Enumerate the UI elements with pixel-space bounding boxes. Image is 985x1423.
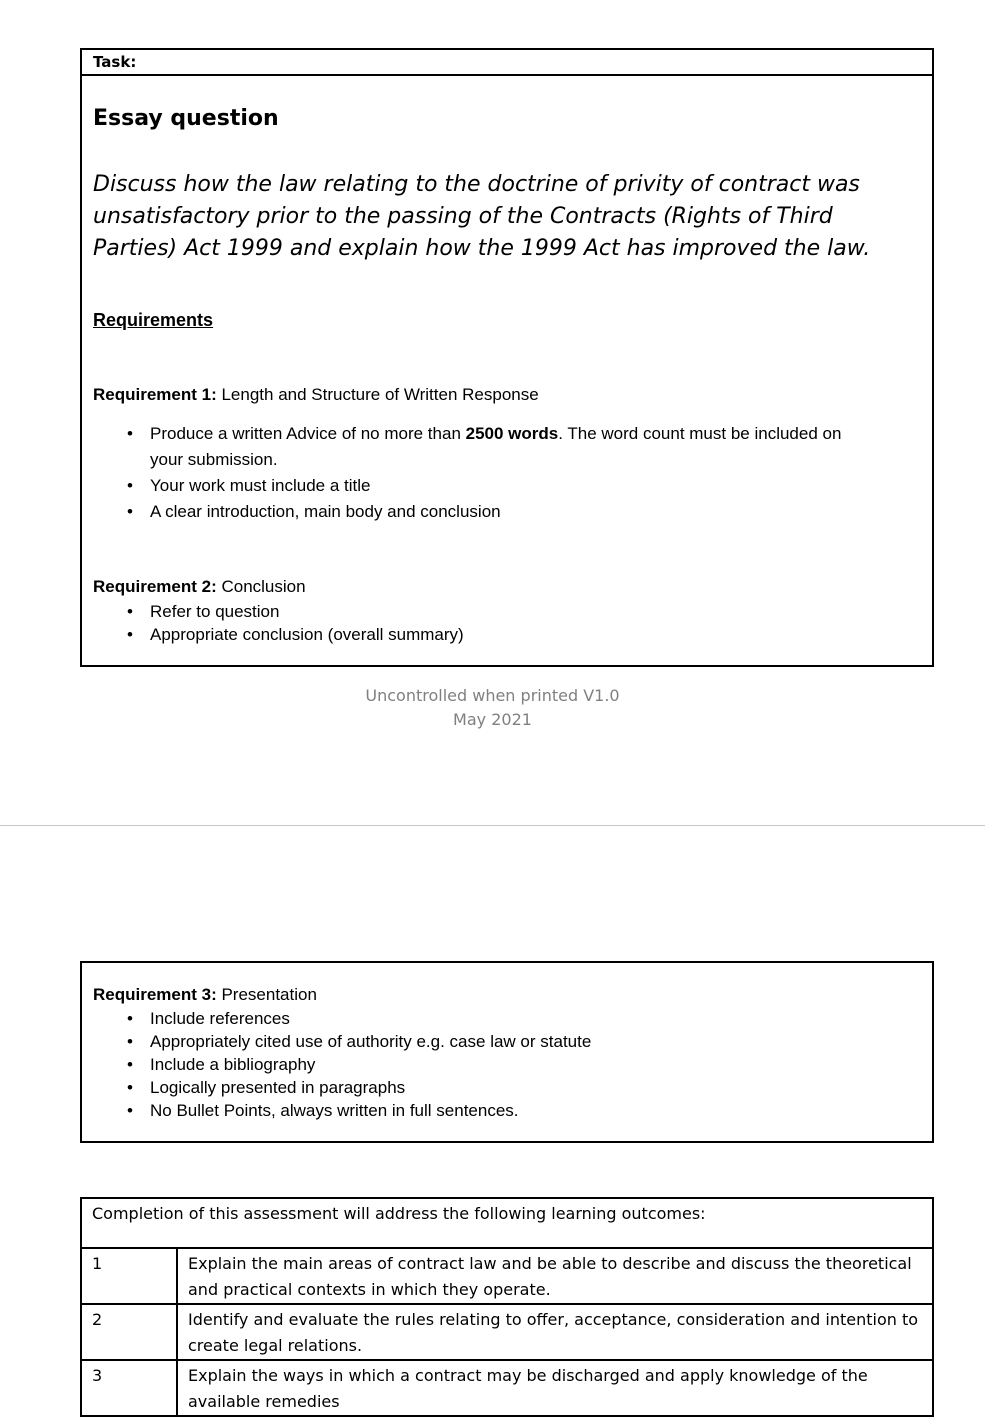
outcome-number: 3 xyxy=(81,1360,177,1416)
requirements-heading: Requirements xyxy=(93,310,214,330)
outcome-number: 2 xyxy=(81,1304,177,1360)
task-box xyxy=(80,48,934,667)
list-item: • Refer to question xyxy=(93,600,850,623)
requirement-1-label: Requirement 1: xyxy=(93,385,217,404)
table-header-row xyxy=(81,1198,933,1248)
learning-outcomes-table xyxy=(80,1197,934,1417)
requirement-1-heading xyxy=(93,385,539,405)
outcome-text: Explain the ways in which a contract may be discharged and apply knowledge of the available remedies xyxy=(177,1360,933,1416)
footer-date: May 2021 xyxy=(453,710,532,729)
page-footer xyxy=(0,684,985,732)
requirement-1-title: Length and Structure of Written Response xyxy=(216,385,539,404)
list-item: • Your work must include a title xyxy=(93,473,850,499)
essay-title: Essay question xyxy=(93,106,279,131)
list-item: • No Bullet Points, always written in full sentences. xyxy=(93,1099,850,1122)
requirement-3-box xyxy=(80,961,934,1143)
word-limit: 2500 words xyxy=(465,424,559,443)
table-row xyxy=(81,1360,933,1416)
essay-question: Discuss how the law relating to the doctrine of privity of contract was unsatisfactory prior to the passing of the Contracts (Rights of Third Parties) Act 1999 and explain how the 1999 Act has improved the law. xyxy=(93,172,871,261)
learning-outcomes-header: Completion of this assessment will address the following learning outcomes: xyxy=(81,1198,933,1248)
requirement-1-list xyxy=(93,421,850,525)
requirement-3-heading xyxy=(93,985,317,1005)
requirement-3-list xyxy=(93,1007,850,1122)
list-item: • Appropriately cited use of authority e.g. case law or statute xyxy=(93,1030,850,1053)
requirement-2-title: Conclusion xyxy=(216,577,306,596)
list-item: • Include references xyxy=(93,1007,850,1030)
outcome-text: Explain the main areas of contract law and be able to describe and discuss the theoretical and practical contexts in which they operate. xyxy=(177,1248,933,1304)
outcome-text: Identify and evaluate the rules relating to offer, acceptance, consideration and intention to create legal relations. xyxy=(177,1304,933,1360)
footer-version: Uncontrolled when printed V1.0 xyxy=(365,686,620,705)
list-item: • Include a bibliography xyxy=(93,1053,850,1076)
requirement-3-label: Requirement 3: xyxy=(93,985,217,1004)
outcome-number: 1 xyxy=(81,1248,177,1304)
list-item: • Produce a written Advice of no more than 2500 words. The word count must be included on your submission. xyxy=(93,421,850,473)
requirement-2-list xyxy=(93,600,850,646)
list-item: • Logically presented in paragraphs xyxy=(93,1076,850,1099)
task-label: Task: xyxy=(82,50,932,76)
list-item: • A clear introduction, main body and conclusion xyxy=(93,499,850,525)
page-divider xyxy=(0,825,985,826)
requirement-2-label: Requirement 2: xyxy=(93,577,217,596)
requirement-3-title: Presentation xyxy=(216,985,317,1004)
requirement-2-heading xyxy=(93,577,306,597)
table-row xyxy=(81,1304,933,1360)
list-item: • Appropriate conclusion (overall summary) xyxy=(93,623,850,646)
table-row xyxy=(81,1248,933,1304)
